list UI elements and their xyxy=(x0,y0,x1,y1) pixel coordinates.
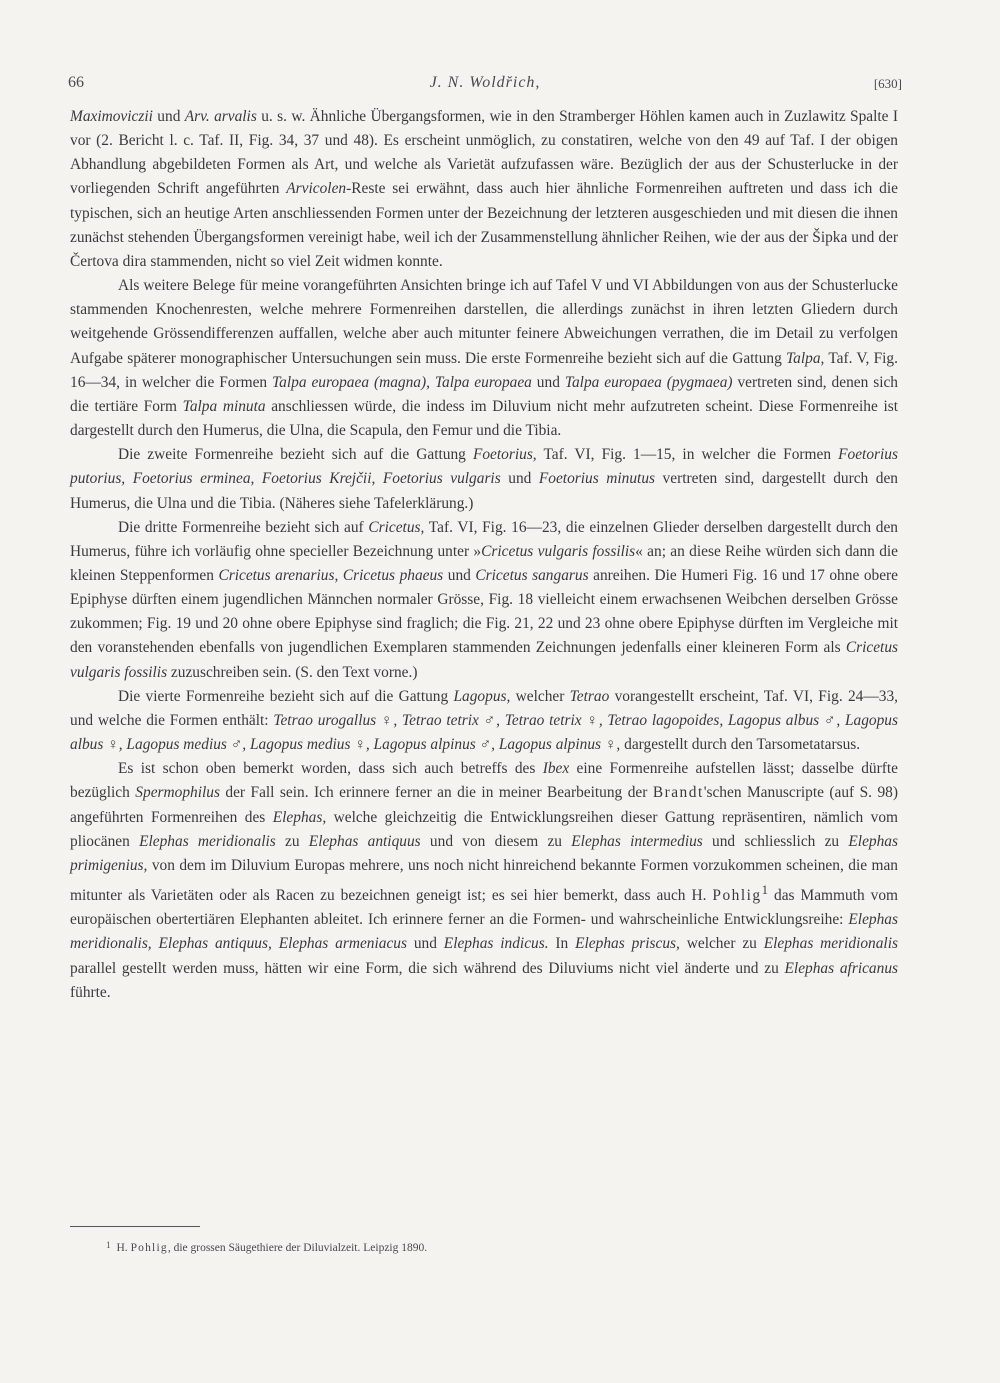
taxon-name: Elephas primigenius, xyxy=(70,832,898,874)
taxon-name: Talpa minuta xyxy=(182,397,266,415)
text-run: Taf. V, Fig. 16—34, in welcher die Formen xyxy=(70,349,898,391)
taxon-name: Talpa europaea (magna), Talpa europaea xyxy=(272,373,532,391)
text-run: anreihen. Die Humeri Fig. 16 und 17 ohne obere Epiphyse dürften einem jugendlichen Männchen normaler Grösse, Fig. 18 vielleicht einem erwachsenen Weibchen derselben Grösse zukommen; Fig. 19 und 20 ohne obere Epiphyse sind fraglich; die Fig. 21, 22 und 23 ohne obere Epiphyse dürften im Vergleiche mit den voranstehenden ebenfalls von jugendlichen Exemplaren stammenden Zeichnungen jedenfalls einer kleineren Form als xyxy=(70,566,899,657)
taxon-name: Lagopus, xyxy=(453,687,511,705)
text-run: vorangestellt erscheint, Taf. VI, Fig. 24—33, und welche die Formen enthält: xyxy=(70,687,898,729)
text-run: Taf. VI, Fig. 1—15, in welcher die Formen xyxy=(536,446,839,464)
taxon-name: Elephas, xyxy=(272,808,327,826)
paragraph-2 xyxy=(70,274,898,443)
taxon-name: Tetrao xyxy=(569,687,610,705)
person-name: Pohlig xyxy=(130,1242,168,1254)
text-run: zu xyxy=(275,832,309,850)
taxon-name: Elephas africanus xyxy=(784,959,898,977)
taxon-name: Elephas antiquus xyxy=(308,832,421,850)
taxon-name: Elephas meridionalis xyxy=(139,832,276,850)
text-run: Als weitere Belege für meine vorangeführten Ansichten bringe ich auf Tafel V und VI Abbildungen von aus der Schusterlucke stammenden Knochenresten, welche mehrere Formenreihen darstellen, die allerdings zunächst in ihren letzten Gliedern durch weitgehende Grössendifferenzen auffallen, welche aber auch mitunter feinere Abweichungen verrathen, die im Detail zu verfolgen Aufgabe späterer monographischer Untersuchungen sein muss. Die erste Formenreihe bezieht sich auf die Gattung xyxy=(70,277,898,367)
text-run: führte. xyxy=(70,983,111,1001)
text-run: und xyxy=(406,935,444,953)
text-run: und xyxy=(443,566,476,584)
taxon-name: Foetorius putorius, Foetorius erminea, Foetorius Krejčii, Foetorius vulgaris xyxy=(70,446,898,488)
taxon-name: Foetorius minutus xyxy=(538,470,656,488)
taxon-name: Cricetus vulgaris fossilis xyxy=(481,542,636,560)
text-run: welche gleichzeitig die Entwicklungsreihen dieser Gattung repräsentiren, nämlich vom pliocänen xyxy=(70,808,899,850)
taxon-name: Elephas meridionalis, Elephas antiquus, Elephas armeniacus xyxy=(70,911,898,953)
paragraph-5 xyxy=(70,685,898,757)
taxon-name: Talpa, xyxy=(786,349,825,367)
original-page-ref: [630] xyxy=(873,76,902,91)
footnote-number: 1 xyxy=(106,1240,111,1250)
text-run: vertreten sind, denen sich die tertiäre Form xyxy=(70,373,899,415)
text-run: und xyxy=(500,470,539,488)
text-run: und xyxy=(152,108,185,125)
text-run: welcher xyxy=(510,687,570,705)
page-number: 66 xyxy=(68,74,84,91)
taxon-name: Cricetus arenarius, Cricetus phaeus xyxy=(218,566,444,584)
text-run: « an; an diese Reihe würden sich dann die kleinen Steppenformen xyxy=(70,542,898,584)
taxon-name: Arv. arvalis xyxy=(184,108,257,125)
paragraph-6 xyxy=(70,757,898,1005)
text-run: dargestellt durch den Tarsometatarsus. xyxy=(620,736,861,754)
text-run: welcher zu xyxy=(679,935,764,953)
taxon-name: Elephas priscus, xyxy=(575,935,680,953)
text-run: und von diesem zu xyxy=(420,832,572,850)
text-run: und xyxy=(531,373,565,391)
text-run: der Fall sein. Ich erinnere ferner an die in meiner Bearbeitung der xyxy=(219,784,653,802)
text-run: anschliessen würde, die indess im Diluvium nicht mehr aufzutreten scheint. Diese Formenreihe ist dargestellt durch den Humerus, die Ulna, die Scapula, den Femur und die Tibia. xyxy=(70,397,898,440)
paragraph-4 xyxy=(70,516,898,685)
text-run: 'schen Manuscripte (auf S. 98) angeführten Formenreihen des xyxy=(70,784,898,826)
running-header xyxy=(68,74,902,98)
text-run: u. s. w. Ähnliche Übergangsformen, wie in den Stramberger Höhlen kamen auch in Zuzlawitz Spalte I vor (2. Bericht l. c. Taf. II, Fig. 34, 37 und 48). Es erscheint unmöglich, zu constatiren, welche von den 49 auf Taf. I der obigen Abhandlung abgebildeten Formen als Art, und welche als Varietät aufzufassen wäre. Bezüglich der aus der Schusterlucke in der vorliegenden Schrift angeführten xyxy=(70,108,898,198)
footnote-marker: 1 xyxy=(761,883,769,897)
body-text xyxy=(70,105,898,1005)
text-run: Die vierte Formenreihe bezieht sich auf die Gattung xyxy=(118,687,454,705)
taxon-name: Elephas meridionalis xyxy=(763,935,898,953)
taxon-name: Arvicolen xyxy=(286,180,347,198)
paragraph-3 xyxy=(70,443,898,515)
text-run: von dem im Diluvium Europas mehrere, uns noch nicht hinreichend bekannte Formen vorzukommen scheinen, die man mitunter als Varietäten oder als Racen zu bezeichnen geneigt ist; es sei hier bemerkt, dass auch H. xyxy=(70,856,898,905)
text-run: und schliesslich zu xyxy=(702,832,849,850)
taxon-name: Cricetus vulgaris fossilis xyxy=(70,639,898,681)
person-name: Brandt xyxy=(652,784,704,802)
taxon-name: Foetorius, xyxy=(472,446,537,464)
taxon-name: Elephas intermedius xyxy=(571,832,703,850)
taxon-name: Spermophilus xyxy=(135,784,220,802)
taxon-name: Ibex xyxy=(542,760,570,778)
taxon-name: Cricetus, xyxy=(368,518,425,536)
paragraph-1 xyxy=(70,105,898,274)
text-run: zuzuschreiben sein. (S. den Text vorne.) xyxy=(167,663,418,681)
taxon-name: Elephas indicus. xyxy=(443,935,549,953)
text-run: -Reste sei erwähnt, dass auch hier ähnliche Formenreihen auftreten und dass ich die typischen, sich an heutige Arten anschliessenden Formen unter der Bezeichnung der letzteren ausgeschieden und mit diesen die ihnen zunächst stehenden Übergangsformen vereinigt habe, weil ich der Zusammenstellung ähnlicher Reihen, wie der aus der Šipka und der Čertova dira stammenden, nicht so viel Zeit widmen konnte. xyxy=(70,180,898,270)
text-run: das Mammuth vom europäischen obertertiären Elephanten ableitet. Ich erinnere ferner an die Formen- und wahrscheinliche Entwicklungsreihe: xyxy=(70,887,898,929)
taxon-name: Talpa europaea (pygmaea) xyxy=(564,373,733,391)
text-run: Die zweite Formenreihe bezieht sich auf die Gattung xyxy=(118,446,473,464)
footnote xyxy=(106,1242,806,1254)
text-run: Taf. VI, Fig. 16—23, die einzelnen Glieder derselben dargestellt durch den Humerus, führe ich vorläufig ohne specieller Bezeichnung unter » xyxy=(70,518,898,560)
text-run: eine Formenreihe aufstellen lässt; dasselbe dürfte bezüglich xyxy=(70,760,898,802)
taxon-name: Maximoviczii xyxy=(70,108,153,125)
text-run: parallel gestellt werden muss, hätten wir eine Form, die sich während des Diluviums nicht viel änderte und zu xyxy=(70,959,785,977)
taxon-name: Cricetus sangarus xyxy=(475,566,589,584)
taxon-list: Tetrao urogallus ♀, Tetrao tetrix ♂, Tetrao tetrix ♀, Tetrao lagopoides, Lagopus albus ♂, Lagopus albus ♀, Lagopus medius ♂, Lagopus medius ♀, Lagopus alpinus ♂, Lagopus alpinus ♀, xyxy=(70,711,898,754)
text-run: In xyxy=(548,935,576,953)
text-run: , die grossen Säugethiere der Diluvialzeit. Leipzig 1890. xyxy=(167,1242,428,1254)
person-name: Pohlig xyxy=(712,887,762,905)
text-run: Es ist schon oben bemerkt worden, dass sich auch betreffs des xyxy=(118,760,543,778)
running-author: J. N. Woldřich, xyxy=(429,74,541,91)
text-run: H. xyxy=(116,1242,131,1254)
text-run: Die dritte Formenreihe bezieht sich auf xyxy=(118,518,369,536)
text-run: vertreten sind, dargestellt durch den Humerus, die Ulna und die Tibia. (Näheres siehe Tafelerklärung.) xyxy=(70,470,898,512)
footnote-rule xyxy=(70,1226,200,1227)
